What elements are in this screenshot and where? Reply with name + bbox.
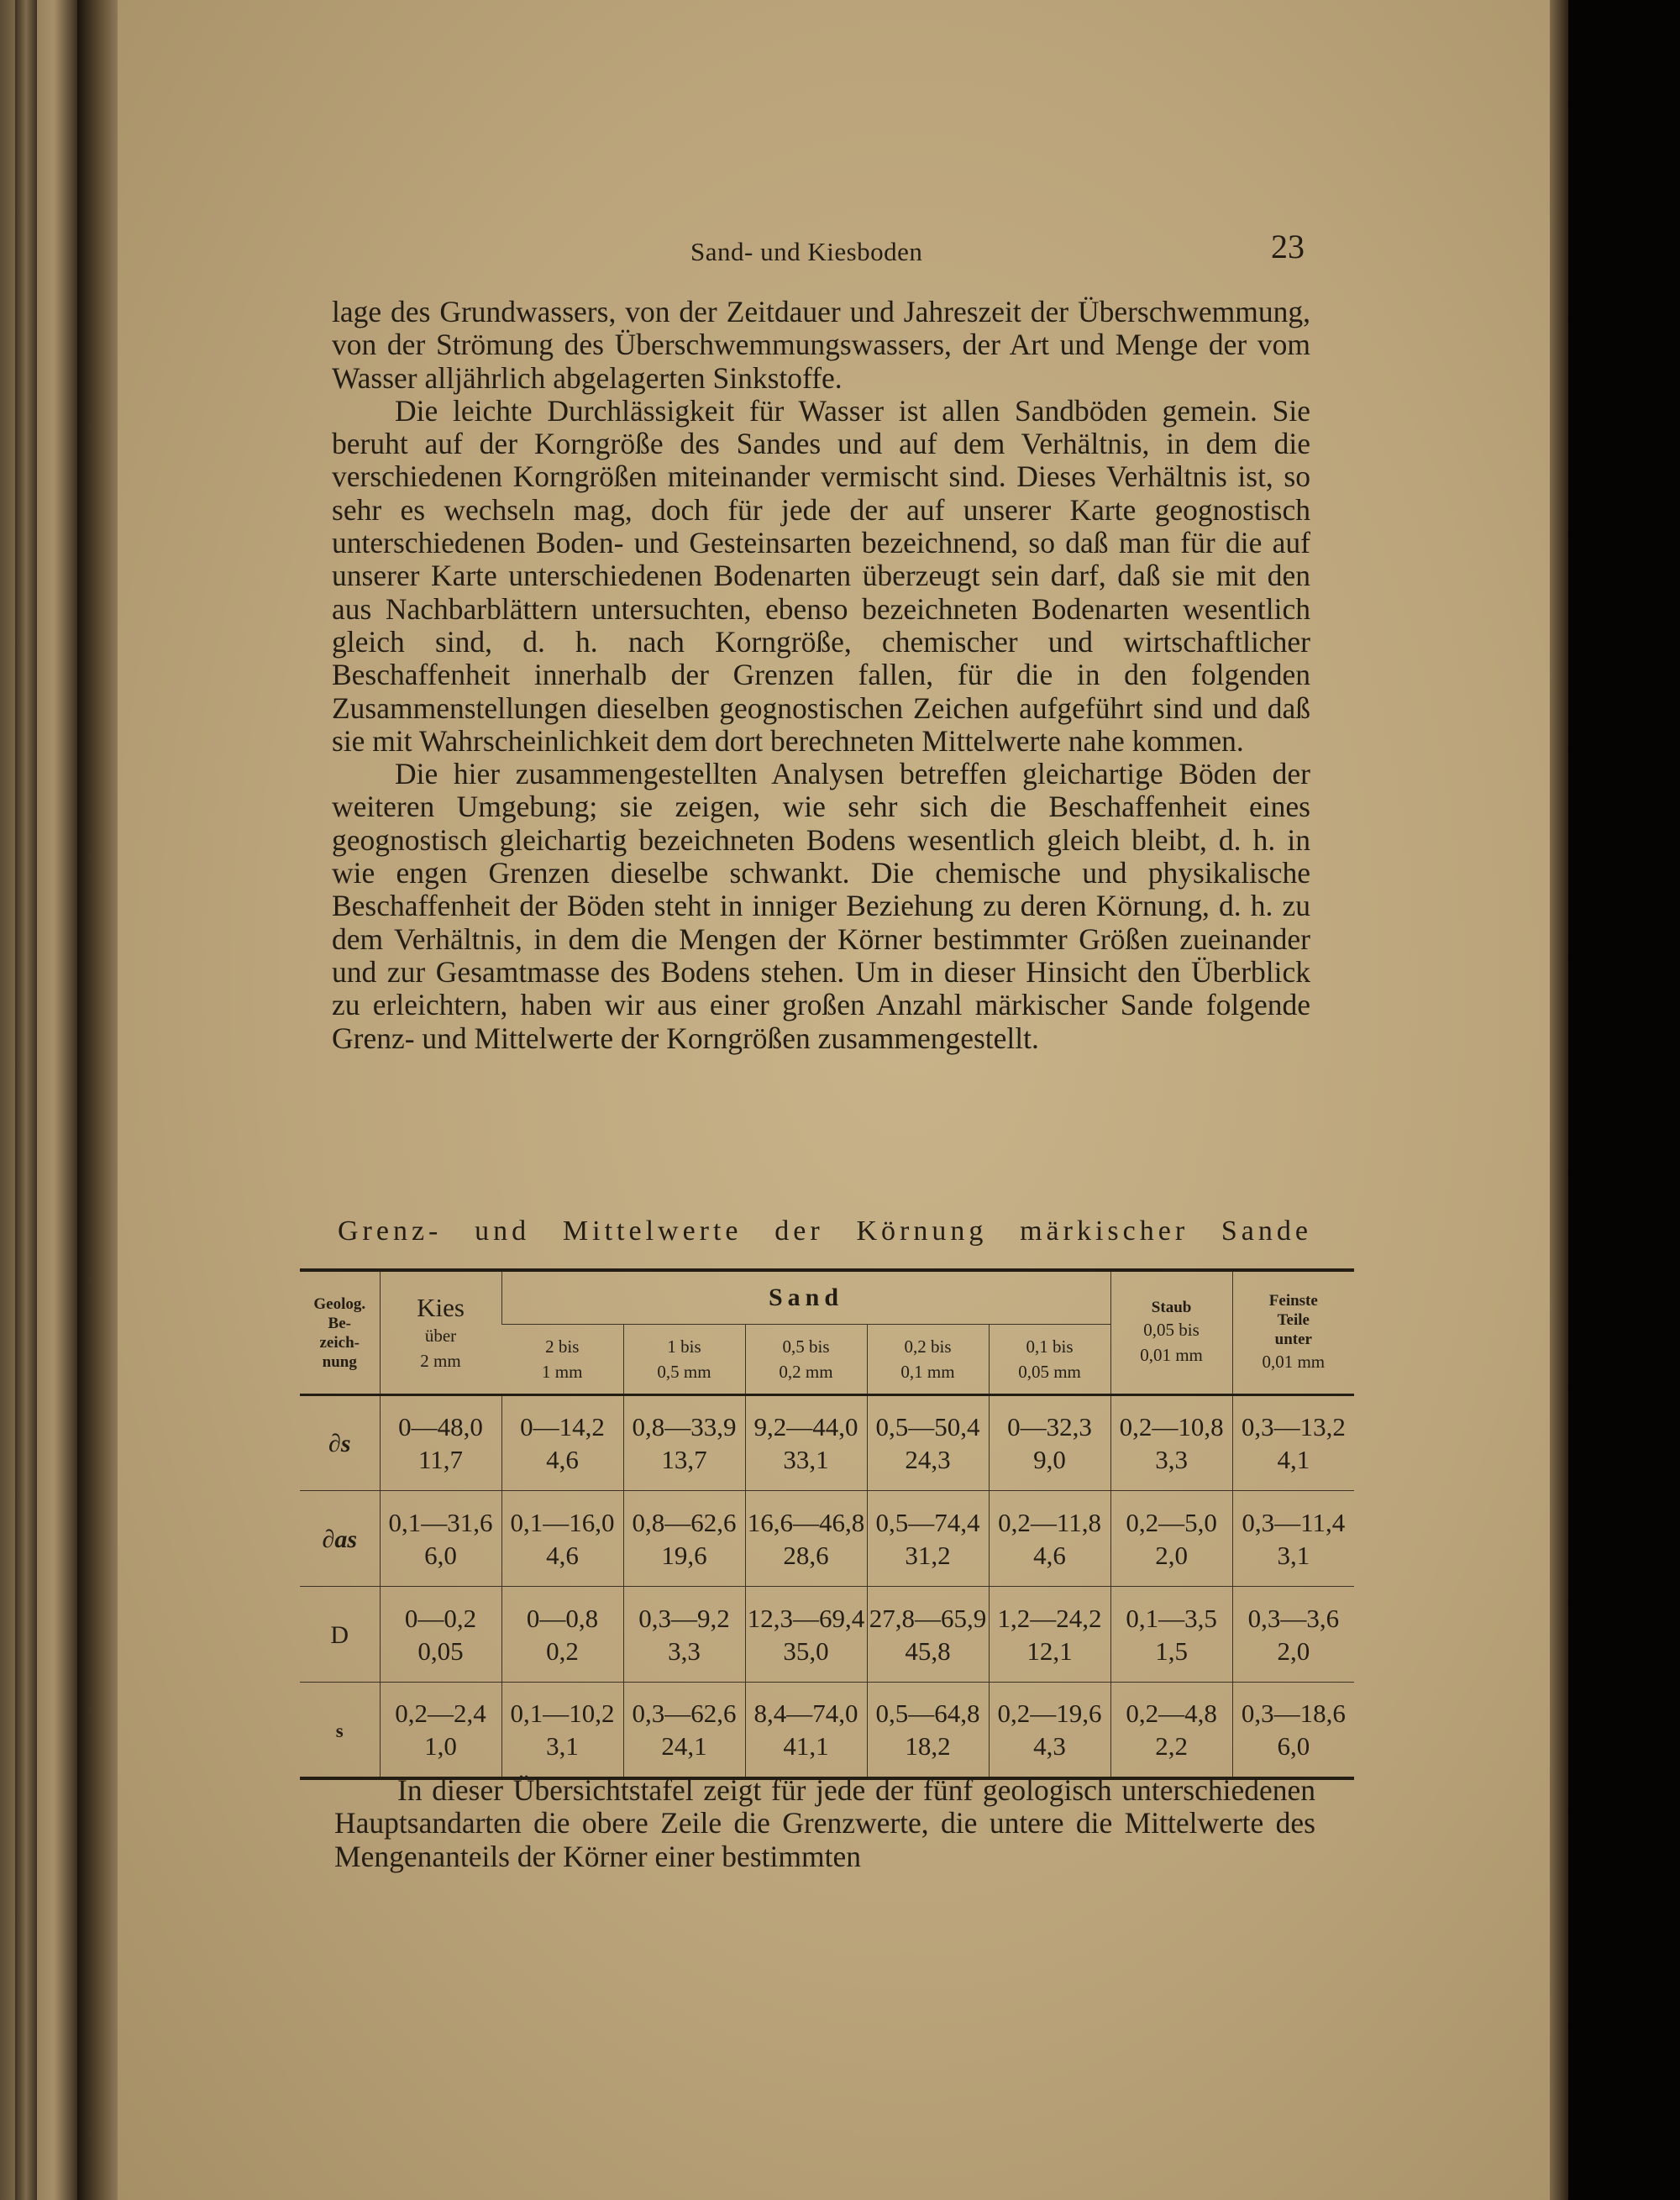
cell-mean: 2,0: [1155, 1540, 1188, 1570]
cell-mean: 12,1: [1026, 1636, 1073, 1666]
cell-range: 0,2—10,8: [1119, 1412, 1224, 1441]
table-cell: [867, 1491, 989, 1587]
table-row: [300, 1587, 1354, 1683]
header-sand-fraction: [623, 1325, 745, 1395]
running-title: Sand- und Kiesboden: [690, 237, 923, 266]
header-kies-sub: 2 mm: [420, 1350, 461, 1371]
cell-mean: 33,1: [783, 1445, 829, 1474]
cell-range: 27,8—65,9: [869, 1603, 987, 1633]
sand-fraction-top: 2 bis: [545, 1336, 580, 1357]
cell-mean: 2,2: [1155, 1730, 1188, 1761]
table-title: Grenz- und Mittelwerte der Körnung märkischer Sande: [338, 1216, 1312, 1247]
header-staub-line: 0,01 mm: [1140, 1345, 1203, 1365]
header-sand-label: Sand: [769, 1284, 844, 1311]
cell-range: 0,3—18,6: [1241, 1698, 1346, 1728]
cell-range: 0,8—62,6: [632, 1507, 737, 1537]
cell-mean: 41,1: [783, 1730, 829, 1761]
geolog-code: s: [335, 1720, 344, 1741]
table-cell: [745, 1683, 867, 1778]
paragraph: In dieser Übersichtstafel zeigt für jede der fünf geologisch unterschiedenen Hauptsandarten die obere Zeile die Grenzwerte, die untere die Mittelwerte des Mengenanteils der Körner einer bestimmten: [334, 1773, 1315, 1873]
cell-mean: 28,6: [783, 1540, 829, 1570]
table-cell: [501, 1587, 623, 1683]
cell-mean: 0,05: [417, 1636, 464, 1666]
cell-range: 0—48,0: [398, 1412, 483, 1441]
cell-mean: 6,0: [1277, 1730, 1310, 1761]
body-text: [332, 296, 1310, 1055]
closing-text: [334, 1774, 1315, 1873]
cell-mean: 45,8: [905, 1636, 951, 1666]
table-cell: [989, 1587, 1110, 1683]
cell-mean: 31,2: [905, 1540, 951, 1570]
header-feinste-line: 0,01 mm: [1262, 1352, 1326, 1372]
cell-mean: 4,1: [1277, 1445, 1310, 1474]
cell-range: 0,2—19,6: [997, 1698, 1102, 1728]
cell-range: 0,3—11,4: [1242, 1507, 1346, 1537]
table-cell: [989, 1683, 1110, 1778]
grain-size-table-wrap: [300, 1268, 1354, 1780]
paragraph-continued: lage des Grundwassers, von der Zeitdauer und Jahreszeit der Überschwemmung, von der Strömung des Überschwemmungswassers, der Art und Menge der vom Wasser alljährlich abgelagerten Sinkstoffe.: [332, 295, 1310, 395]
table-cell: [623, 1587, 745, 1683]
header-geolog-bezeichnung: [300, 1270, 380, 1395]
cell-range: 0,3—3,6: [1247, 1603, 1340, 1633]
cell-range: 0,3—9,2: [638, 1603, 730, 1633]
sand-fraction-bottom: 0,2 mm: [779, 1362, 833, 1382]
row-code: [300, 1491, 380, 1587]
sand-fraction-bottom: 0,05 mm: [1018, 1362, 1081, 1382]
page-number: 23: [1271, 228, 1305, 265]
header-geolog-line: zeich-: [319, 1333, 360, 1352]
cell-range: 12,3—69,4: [747, 1603, 865, 1633]
cell-mean: 3,1: [546, 1730, 579, 1761]
row-code: [300, 1395, 380, 1491]
header-sand-fraction: [989, 1325, 1110, 1395]
table-cell: [380, 1395, 501, 1491]
header-kies-sub: über: [424, 1325, 457, 1346]
cell-range: 0,3—13,2: [1241, 1412, 1346, 1441]
cell-mean: 9,0: [1033, 1445, 1066, 1474]
geolog-code: D: [330, 1620, 349, 1649]
cell-mean: 4,6: [1033, 1540, 1066, 1570]
table-cell: [1232, 1587, 1354, 1683]
row-code: [300, 1683, 380, 1778]
cell-range: 0,2—5,0: [1126, 1507, 1217, 1537]
cell-range: 0,5—64,8: [875, 1698, 980, 1728]
header-feinste-teile: [1232, 1270, 1354, 1395]
header-geolog-line: nung: [322, 1352, 357, 1371]
cell-range: 0,1—10,2: [510, 1698, 615, 1728]
header-sand-fraction: [745, 1325, 867, 1395]
cell-mean: 1,5: [1155, 1636, 1188, 1666]
page-edge-shadow: [1550, 0, 1568, 2200]
table-cell: [989, 1491, 1110, 1587]
cell-mean: 2,0: [1277, 1636, 1310, 1666]
sand-fraction-top: 1 bis: [667, 1336, 701, 1357]
cell-mean: 4,3: [1033, 1730, 1066, 1761]
sand-fraction-bottom: 0,5 mm: [657, 1362, 711, 1382]
header-kies: [380, 1270, 501, 1395]
paragraph: Die hier zusammengestellten Analysen betreffen gleichartige Böden der weiteren Umgebung; sie zeigen, wie sehr sich die Beschaffenheit eines geognostisch gleichartig bezeichneten Bodens wesentlich gleich bleibt, d. h. in wie engen Grenzen dieselbe schwankt. Die chemische und physikalische Beschaffenheit der Böden steht in inniger Beziehung zu deren Körnung, d. h. zu dem Verhältnis, in dem die Mengen der Körner bestimmter Größen zueinander und zur Gesamtmasse des Bodens stehen. Um in dieser Hinsicht den Überblick zu erleichtern, haben wir aus einer großen Anzahl märkischer Sande folgende Grenz- und Mittelwerte der Korngrößen zusammengestellt.: [332, 757, 1310, 1055]
header-sand: [501, 1270, 1110, 1325]
cell-mean: 13,7: [661, 1445, 707, 1474]
header-sand-fraction: [867, 1325, 989, 1395]
cell-mean: 35,0: [783, 1636, 829, 1666]
table-row: [300, 1491, 1354, 1587]
cell-range: 0,2—2,4: [395, 1698, 486, 1728]
table-cell: [623, 1491, 745, 1587]
table-cell: [867, 1587, 989, 1683]
header-sand-fraction: [501, 1325, 623, 1395]
table-cell: [1232, 1395, 1354, 1491]
row-code: [300, 1587, 380, 1683]
cell-range: 9,2—44,0: [753, 1412, 858, 1441]
cell-mean: 24,3: [905, 1445, 951, 1474]
cell-range: 16,6—46,8: [747, 1507, 865, 1537]
cell-range: 1,2—24,2: [997, 1603, 1102, 1633]
table-cell: [501, 1491, 623, 1587]
table-cell: [1110, 1491, 1232, 1587]
table-cell: [1110, 1587, 1232, 1683]
adjacent-page-edge: [0, 0, 77, 2200]
sand-fraction-top: 0,5 bis: [782, 1336, 830, 1357]
header-kies-label: Kies: [417, 1292, 465, 1322]
table-cell: [380, 1491, 501, 1587]
table-cell: [745, 1491, 867, 1587]
cell-range: 0—32,3: [1007, 1412, 1092, 1441]
cell-mean: 3,3: [668, 1636, 701, 1666]
cell-range: 0,1—16,0: [510, 1507, 615, 1537]
table-cell: [745, 1395, 867, 1491]
table-cell: [867, 1683, 989, 1778]
geolog-code: ∂as: [322, 1525, 357, 1553]
cell-range: 8,4—74,0: [753, 1698, 858, 1728]
header-staub: [1110, 1270, 1232, 1395]
cell-range: 0,5—74,4: [875, 1507, 980, 1537]
cell-range: 0,2—4,8: [1126, 1698, 1217, 1728]
table-row: [300, 1395, 1354, 1491]
cell-mean: 0,2: [546, 1636, 579, 1666]
geolog-code: ∂s: [328, 1430, 351, 1457]
cell-range: 0,1—3,5: [1126, 1603, 1217, 1633]
cell-mean: 1,0: [424, 1730, 457, 1761]
table-cell: [1232, 1683, 1354, 1778]
header-feinste-line: Feinste: [1268, 1292, 1318, 1310]
table-cell: [380, 1587, 501, 1683]
paragraph: Die leichte Durchlässigkeit für Wasser ist allen Sandböden gemein. Sie beruht auf der Korngröße des Sandes und auf dem Verhältnis, in dem die verschiedenen Korngrößen miteinander vermischt sind. Dieses Verhältnis ist, so sehr es wechseln mag, doch für jede der auf unserer Karte geognostisch unterschiedenen Boden- und Gesteinsarten bezeichnend, so daß man für die auf unserer Karte unterschiedenen Bodenarten überzeugt sein darf, daß sie mit den aus Nachbarblättern untersuchten, ebenso bezeichneten Bodenarten wesentlich gleich sind, d. h. nach Korngröße, chemischer und wirtschaftlicher Beschaffenheit innerhalb der Grenzen fallen, für die in den folgenden Zusammenstellungen dieselben geognostischen Zeichen aufgeführt sind und daß sie mit Wahrscheinlichkeit dem dort berechneten Mittelwerte nahe kommen.: [332, 393, 1310, 758]
table-cell: [1110, 1683, 1232, 1778]
cell-mean: 6,0: [424, 1540, 457, 1570]
sand-fraction-bottom: 0,1 mm: [900, 1362, 955, 1382]
table-row: [300, 1683, 1354, 1778]
cell-range: 0,5—50,4: [875, 1412, 980, 1441]
header-geolog-line: Geolog.: [313, 1294, 366, 1313]
cell-range: 0—0,8: [526, 1603, 599, 1633]
table-cell: [745, 1587, 867, 1683]
cell-range: 0,1—31,6: [388, 1507, 493, 1537]
table-cell: [867, 1395, 989, 1491]
header-staub-line: 0,05 bis: [1143, 1320, 1200, 1340]
cell-mean: 4,6: [546, 1445, 579, 1474]
table-cell: [623, 1395, 745, 1491]
header-geolog-line: Be-: [328, 1314, 351, 1332]
header-staub-line: Staub: [1151, 1299, 1192, 1316]
table-cell: [1110, 1395, 1232, 1491]
table-cell: [501, 1395, 623, 1491]
cell-mean: 4,6: [546, 1540, 579, 1570]
header-feinste-line: Teile: [1277, 1311, 1310, 1329]
cell-mean: 18,2: [905, 1730, 951, 1761]
sand-fraction-bottom: 1 mm: [542, 1362, 583, 1382]
cell-mean: 11,7: [417, 1445, 464, 1474]
table-cell: [623, 1683, 745, 1778]
grain-size-table: [300, 1268, 1354, 1780]
cell-mean: 24,1: [661, 1730, 707, 1761]
cell-range: 0,2—11,8: [998, 1507, 1101, 1537]
header-feinste-line: unter: [1274, 1331, 1312, 1348]
sand-fraction-top: 0,1 bis: [1026, 1336, 1074, 1357]
sand-fraction-top: 0,2 bis: [904, 1336, 952, 1357]
cell-range: 0,8—33,9: [632, 1412, 737, 1441]
cell-mean: 19,6: [661, 1540, 707, 1570]
cell-mean: 3,3: [1155, 1445, 1188, 1474]
cell-mean: 3,1: [1277, 1540, 1310, 1570]
cell-range: 0,3—62,6: [632, 1698, 737, 1728]
table-cell: [380, 1683, 501, 1778]
table-cell: [1232, 1491, 1354, 1587]
table-cell: [989, 1395, 1110, 1491]
cell-range: 0—14,2: [520, 1412, 605, 1441]
cell-range: 0—0,2: [404, 1603, 477, 1633]
adjacent-page-strip: [15, 0, 37, 2200]
table-cell: [501, 1683, 623, 1778]
